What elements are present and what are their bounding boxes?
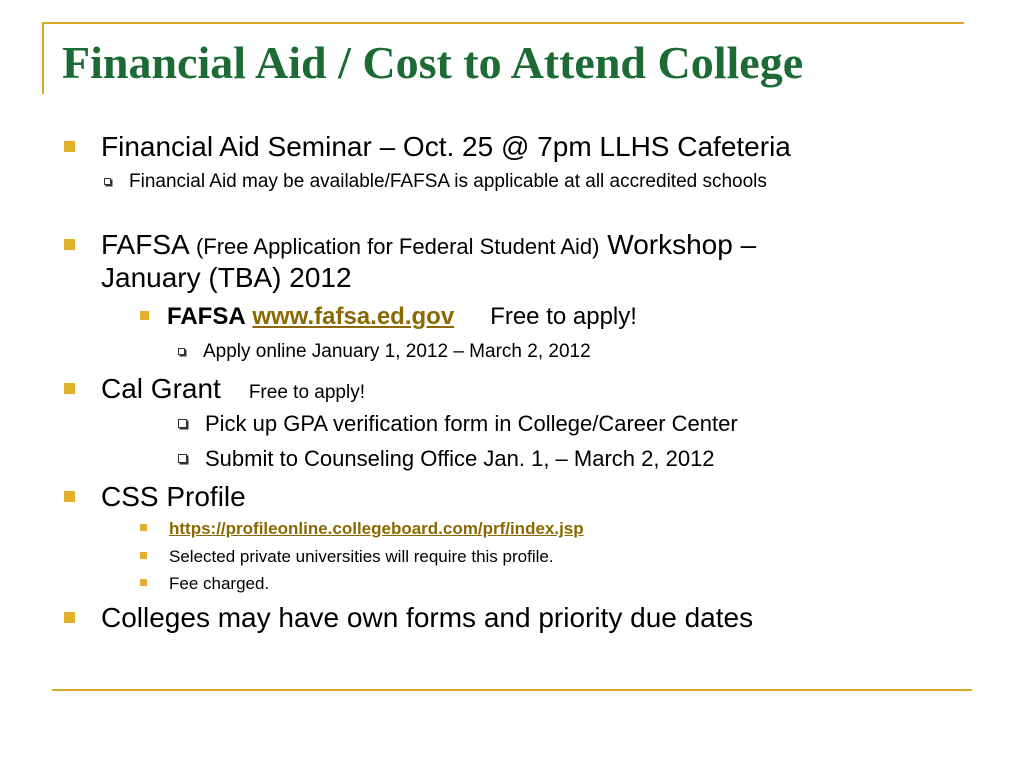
hollow-square-bullet-icon — [104, 178, 111, 185]
hollow-square-bullet-icon — [178, 419, 187, 428]
cal-grant-sub2: Submit to Counseling Office Jan. 1, – March 2, 2012 — [205, 446, 715, 471]
bullet-colleges — [64, 601, 753, 635]
fafsa-link[interactable]: www.fafsa.ed.gov — [252, 303, 455, 330]
sub-bullet-cal-grant-1 — [178, 410, 738, 438]
square-bullet-icon — [64, 383, 75, 394]
bullet-cal-grant — [64, 372, 365, 406]
slide-title: Financial Aid / Cost to Attend College — [62, 37, 804, 88]
css-sub1: Selected private universities will require this profile. — [169, 547, 554, 566]
fafsa-site-label: FAFSA — [167, 303, 246, 330]
css-sub2: Fee charged. — [169, 574, 270, 593]
fafsa-line2 — [101, 261, 352, 295]
square-bullet-icon — [140, 524, 147, 531]
fafsa-paren: (Free Application for Federal Student Aid) — [195, 234, 600, 259]
cal-grant-sub1: Pick up GPA verification form in College/Career Center — [205, 411, 738, 436]
square-bullet-icon — [140, 311, 149, 320]
sub-bullet-css-link — [140, 518, 584, 540]
cal-grant-note: Free to apply! — [248, 382, 365, 403]
left-divider — [42, 22, 44, 94]
fafsa-lead: FAFSA — [101, 229, 189, 260]
bullet-fafsa — [64, 228, 756, 264]
bullet-seminar — [64, 130, 791, 164]
square-bullet-icon — [64, 491, 75, 502]
colleges-text: Colleges may have own forms and priority due dates — [101, 602, 754, 633]
cal-grant-label: Cal Grant — [101, 373, 221, 404]
fafsa-text — [101, 228, 756, 264]
sub-bullet-css-2 — [140, 573, 269, 595]
square-bullet-icon — [140, 552, 147, 559]
css-profile-text: CSS Profile — [101, 481, 246, 512]
fafsa-dates-text: Apply online January 1, 2012 – March 2, 2012 — [203, 341, 591, 362]
seminar-sub-text: Financial Aid may be available/FAFSA is applicable at all accredited schools — [129, 171, 767, 192]
fafsa-tail: Workshop – — [607, 229, 757, 260]
fafsa-line2-text: January (TBA) 2012 — [101, 262, 352, 293]
bottom-divider — [52, 689, 972, 691]
fafsa-site-note: Free to apply! — [490, 303, 637, 330]
sub-bullet-fafsa-dates — [178, 340, 591, 364]
top-divider — [44, 22, 964, 24]
square-bullet-icon — [140, 579, 147, 586]
sub-bullet-cal-grant-2 — [178, 445, 715, 473]
hollow-square-bullet-icon — [178, 348, 185, 355]
fafsa-site-text — [167, 302, 637, 332]
square-bullet-icon — [64, 239, 75, 250]
bullet-css-profile — [64, 480, 246, 514]
seminar-text: Financial Aid Seminar – Oct. 25 @ 7pm LLHS Cafeteria — [101, 131, 791, 162]
cal-grant-text — [101, 372, 365, 406]
square-bullet-icon — [64, 612, 75, 623]
css-profile-link[interactable]: https://profileonline.collegeboard.com/prf/index.jsp — [169, 519, 584, 538]
sub-bullet-css-1 — [140, 546, 554, 568]
square-bullet-icon — [64, 141, 75, 152]
sub-bullet-seminar — [104, 170, 767, 194]
hollow-square-bullet-icon — [178, 454, 187, 463]
bullet-fafsa-site — [140, 302, 637, 332]
